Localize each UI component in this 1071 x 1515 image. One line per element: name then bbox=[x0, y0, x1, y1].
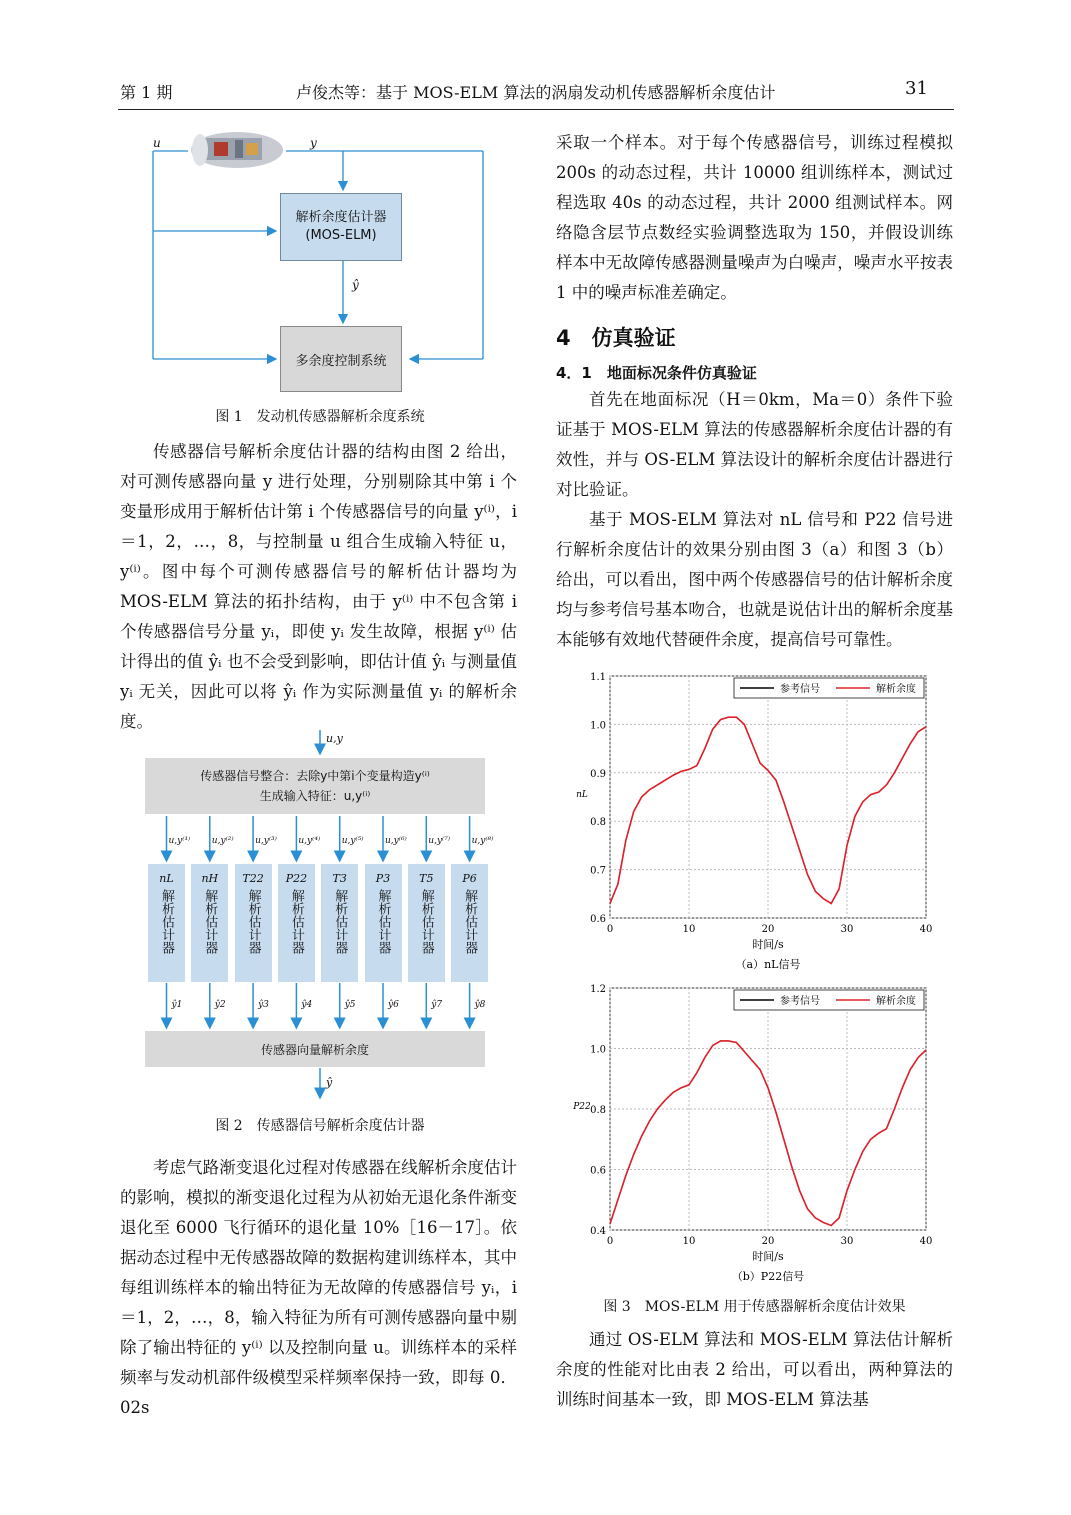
figure-1-caption: 图 1 发动机传感器解析余度系统 bbox=[215, 409, 425, 425]
legend-label: 解析余度 bbox=[876, 996, 916, 1007]
sensor-name: P3 bbox=[375, 872, 391, 885]
legend-label: 参考信号 bbox=[780, 684, 820, 695]
y-tick-label: 0.4 bbox=[590, 1226, 606, 1237]
estimator-label: 解析估计器 bbox=[288, 889, 304, 954]
y-tick-label: 0.8 bbox=[590, 817, 606, 829]
x-tick-label: 0 bbox=[606, 924, 614, 935]
section-title: 4 仿真验证 bbox=[556, 326, 676, 350]
right-paragraph-3: 通过 OS-ELM 算法和 MOS-ELM 算法估计解析余度的性能对比由表 2 给出，可以看出，两种算法的训练时间基本一致，即 MOS-ELM 算法基 bbox=[556, 1330, 953, 1409]
figure-2 bbox=[140, 728, 500, 1108]
x-tick-label: 30 bbox=[840, 1236, 854, 1247]
figure-1 bbox=[140, 128, 500, 393]
integration-line2: 生成输入特征：u,y⁽ⁱ⁾ bbox=[259, 789, 371, 803]
estimator-output-label: ŷ2 bbox=[214, 1000, 226, 1010]
estimator-output-label: ŷ4 bbox=[301, 1000, 313, 1010]
left-paragraph-1: 传感器信号解析余度估计器的结构由图 2 给出，对可测传感器向量 y 进行处理，分别剔除其中第 i 个变量形成用于解析估计第 i 个传感器信号的向量 y⁽ⁱ⁾，i＝1，2，…，8，与控制量 u 组合生成输入特征 u，y⁽ⁱ⁾。图中每个可测传感器信号的解析估计器均为 MOS-ELM 算法的拓扑结构，由于 y⁽ⁱ⁾ 中不包含第 i 个传感器信号分量 yᵢ，即使 yᵢ 发生故障，根据 y⁽ⁱ⁾ 估计得出的值 ŷᵢ 也不会受到影响，即估计值 ŷᵢ 与测量值 yᵢ 无关，因此可以将 ŷᵢ 作为实际测量值 yᵢ 的解析余度。 bbox=[120, 442, 517, 731]
fig1-yhat-label: ŷ bbox=[352, 278, 359, 292]
estimator-label: 解析估计器 bbox=[418, 889, 434, 954]
estimator-output-label: ŷ3 bbox=[258, 1000, 269, 1010]
right-paragraph-1: 首先在地面标况（H＝0km，Ma＝0）条件下验证基于 MOS-ELM 算法的传感器解析余度估计器的有效性，并与 OS-ELM 算法设计的解析余度估计器进行对比验证。 bbox=[556, 390, 953, 499]
estimator-line2: (MOS-ELM) bbox=[305, 228, 377, 243]
x-tick-label: 0 bbox=[606, 1236, 614, 1247]
y-tick-label: 1.0 bbox=[590, 720, 606, 732]
sensor-name: nL bbox=[159, 872, 174, 885]
sensor-estimator-T3 bbox=[321, 864, 358, 982]
fig2-input-label: u,y bbox=[326, 732, 343, 745]
sensor-estimator-P3 bbox=[365, 864, 402, 982]
x-tick-label: 20 bbox=[761, 924, 775, 935]
sensor-name: P6 bbox=[462, 872, 477, 885]
estimator-input-label: u,y⁽⁸⁾ bbox=[471, 836, 494, 846]
sensor-estimator-T5 bbox=[408, 864, 445, 982]
sensor-estimator-nH bbox=[191, 864, 228, 982]
x-axis-label: 时间/s bbox=[752, 938, 784, 951]
estimator-input-label: u,y⁽⁶⁾ bbox=[385, 836, 407, 846]
y-tick-label: 0.6 bbox=[590, 1165, 606, 1177]
left-paragraph-2: 考虑气路渐变退化过程对传感器在线解析余度估计的影响，模拟的渐变退化过程为从初始无退化条件渐变退化至 6000 飞行循环的退化量 10%［16－17］。依据动态过程中无传感器故障的数据构建训练样本，其中每组训练样本的输出特征为无故障的传感器信号 yᵢ，i＝1，2，…，8，输入特征为所有可测传感器向量中剔除了输出特征的 y⁽ⁱ⁾ 以及控制向量 u。训练样本的采样频率与发动机部件级模型采样频率保持一致，即每 0．02s bbox=[120, 1158, 517, 1417]
chart-a bbox=[566, 670, 936, 980]
y-tick-label: 1.0 bbox=[590, 1044, 606, 1056]
control-system-box bbox=[280, 326, 402, 392]
sensor-name: P22 bbox=[285, 872, 308, 885]
y-axis-label: nL bbox=[576, 790, 588, 800]
estimator-line1: 解析余度估计器 bbox=[295, 210, 387, 225]
y-tick-label: 1.1 bbox=[590, 672, 606, 683]
right-paragraph-2: 基于 MOS-ELM 算法对 nL 信号和 P22 信号进行解析余度估计的效果分别由图 3（a）和图 3（b）给出，可以看出，图中两个传感器信号的估计解析余度均与参考信号基本吻合，也就是说估计出的解析余度基本能够有效地代替硬件余度，提高信号可靠性。 bbox=[556, 510, 953, 649]
estimator-input-label: u,y⁽⁵⁾ bbox=[341, 836, 364, 846]
estimator-label: 解析估计器 bbox=[375, 889, 391, 954]
estimator-label: 解析估计器 bbox=[159, 889, 174, 954]
y-axis-label: P22 bbox=[573, 1102, 591, 1112]
figure-2-caption: 图 2 传感器信号解析余度估计器 bbox=[215, 1118, 425, 1134]
estimator-output-label: ŷ6 bbox=[388, 1000, 399, 1010]
estimator-box bbox=[280, 193, 402, 261]
x-tick-label: 40 bbox=[919, 924, 933, 935]
x-tick-label: 30 bbox=[840, 924, 854, 935]
estimator-input-label: u,y⁽²⁾ bbox=[211, 836, 234, 846]
sensor-name: T5 bbox=[419, 872, 434, 885]
subcaption: （a）nL信号 bbox=[735, 958, 801, 971]
estimator-label: 解析估计器 bbox=[202, 889, 218, 954]
issue-number: 第 1 期 bbox=[120, 83, 173, 102]
sensor-name: T3 bbox=[332, 872, 347, 885]
estimator-input-label: u,y⁽³⁾ bbox=[255, 836, 277, 846]
y-tick-label: 0.7 bbox=[590, 865, 606, 877]
x-tick-label: 40 bbox=[919, 1236, 933, 1247]
header-rule bbox=[118, 109, 954, 110]
estimator-input-label: u,y⁽¹⁾ bbox=[168, 836, 191, 846]
sensor-vector-label: 传感器向量解析余度 bbox=[260, 1042, 369, 1057]
x-tick-label: 10 bbox=[682, 924, 696, 935]
estimator-label: 解析估计器 bbox=[332, 889, 348, 954]
x-axis-label: 时间/s bbox=[752, 1250, 784, 1263]
y-tick-label: 0.8 bbox=[590, 1105, 606, 1116]
sensor-estimator-P22 bbox=[278, 864, 315, 982]
right-paragraph-0: 采取一个样本。对于每个传感器信号，训练过程模拟 200s 的动态过程，共计 10000 组训练样本，测试过程选取 40s 的动态过程，共计 2000 组测试样本。网络隐含层节点数经实验调整选取为 150，并假设训练样本中无故障传感器测量噪声为白噪声，噪声水平按表 1 中的噪声标准差确定。 bbox=[556, 133, 953, 302]
sensor-estimator-nL bbox=[148, 864, 185, 982]
x-tick-label: 20 bbox=[761, 1236, 775, 1247]
estimator-output-label: ŷ5 bbox=[344, 1000, 356, 1010]
figure-3-caption: 图 3 MOS-ELM 用于传感器解析余度估计效果 bbox=[603, 1299, 906, 1315]
y-tick-label: 1.2 bbox=[590, 984, 606, 995]
fig2-output-label: ŷ bbox=[326, 1076, 333, 1089]
subsection-title: 4．1 地面标况条件仿真验证 bbox=[556, 364, 757, 382]
sensor-name: nH bbox=[201, 872, 219, 885]
sensor-estimator-T22 bbox=[235, 864, 272, 982]
integration-box bbox=[145, 758, 485, 814]
integration-line1: 传感器信号整合：去除y中第i个变量构造y⁽ⁱ⁾ bbox=[200, 769, 430, 783]
chart-b bbox=[566, 982, 936, 1287]
estimator-label: 解析估计器 bbox=[245, 889, 261, 954]
estimator-output-label: ŷ7 bbox=[431, 1000, 443, 1010]
y-tick-label: 0.9 bbox=[590, 768, 606, 780]
running-title: 卢俊杰等：基于 MOS-ELM 算法的涡扇发动机传感器解析余度估计 bbox=[296, 83, 776, 102]
control-system-label: 多余度控制系统 bbox=[295, 353, 387, 369]
legend-label: 参考信号 bbox=[780, 996, 820, 1007]
estimator-label: 解析估计器 bbox=[462, 889, 478, 954]
line-chart bbox=[566, 670, 936, 975]
fig1-y-label: y bbox=[310, 136, 317, 150]
estimator-input-label: u,y⁽⁴⁾ bbox=[298, 836, 321, 846]
engine-image bbox=[191, 132, 283, 168]
fig1-u-label: u bbox=[153, 136, 161, 150]
legend-label: 解析余度 bbox=[876, 684, 916, 695]
estimator-output-label: ŷ8 bbox=[474, 1000, 486, 1010]
line-chart bbox=[566, 982, 936, 1287]
page-number: 31 bbox=[905, 78, 928, 99]
estimator-output-label: ŷ1 bbox=[171, 1000, 183, 1010]
subcaption: （b）P22信号 bbox=[731, 1270, 805, 1283]
x-tick-label: 10 bbox=[682, 1236, 696, 1247]
sensor-estimator-P6 bbox=[451, 864, 488, 982]
y-tick-label: 0.6 bbox=[590, 914, 606, 925]
sensor-name: T22 bbox=[242, 872, 264, 885]
sensor-vector-box bbox=[145, 1031, 485, 1067]
estimator-input-label: u,y⁽⁷⁾ bbox=[428, 836, 451, 846]
